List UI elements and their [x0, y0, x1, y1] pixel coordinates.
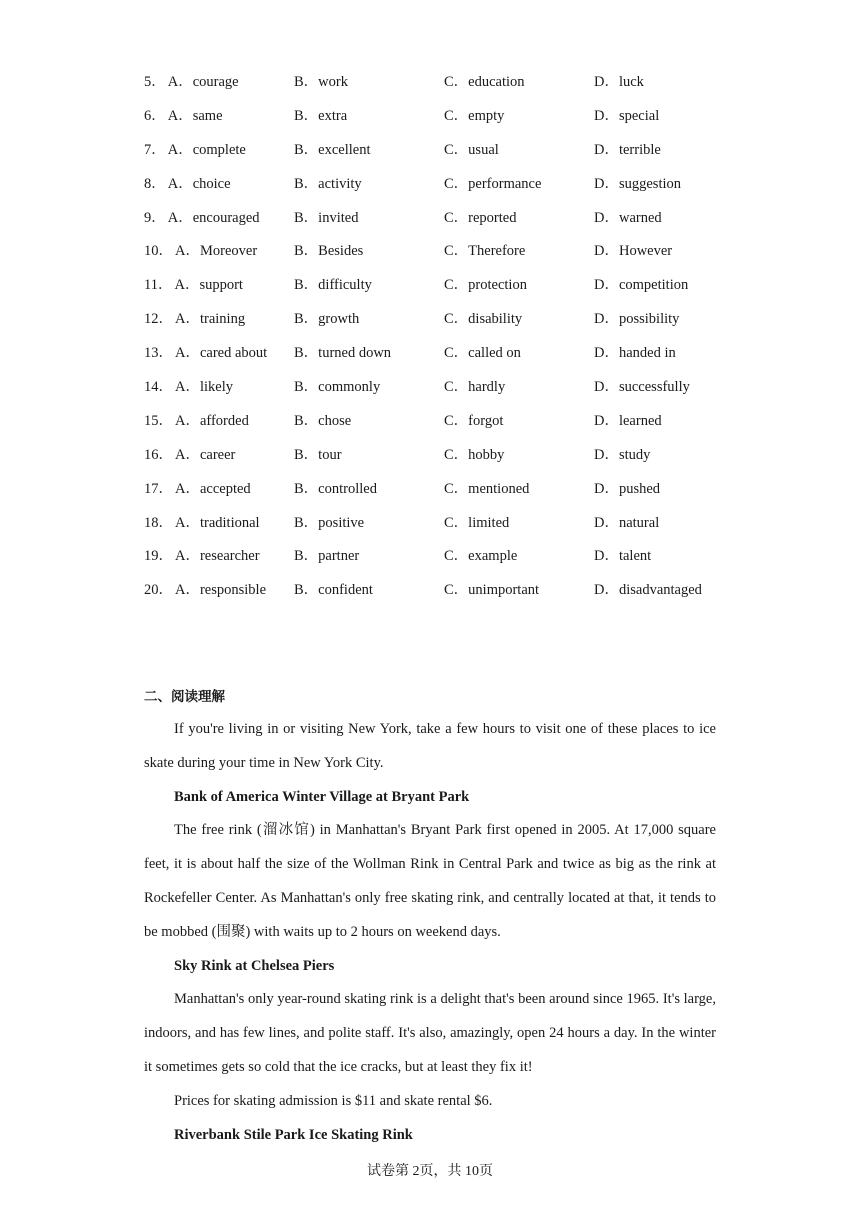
option-b: B．controlled: [294, 480, 377, 497]
option-d: D．warned: [594, 209, 662, 226]
passage-heading: Riverbank Stile Park Ice Skating Rink: [174, 1126, 413, 1143]
option-b: B．commonly: [294, 379, 381, 396]
question-number: 14．: [144, 379, 173, 396]
option-c: C．forgot: [444, 412, 504, 429]
question-row: [144, 342, 784, 376]
question-number: 5．: [144, 74, 166, 90]
question-number: 15．: [144, 412, 173, 429]
option-d: D．learned: [594, 412, 662, 429]
question-number: 11．: [144, 277, 173, 294]
question-row: [144, 579, 784, 613]
option-c: C．limited: [444, 514, 510, 531]
question-row: [144, 71, 784, 105]
question-row: [144, 105, 784, 139]
option-b: B．confident: [294, 582, 373, 599]
option-c: C．hardly: [444, 379, 506, 396]
option-a: A．likely: [175, 379, 233, 396]
option-c: C．unimportant: [444, 582, 540, 599]
option-d: D．terrible: [594, 141, 661, 158]
option-a: A．cared about: [175, 345, 268, 362]
option-c: C．hobby: [444, 446, 505, 463]
question-row: [144, 376, 784, 410]
option-d: D．pushed: [594, 480, 661, 497]
answer-options-list: [144, 71, 784, 613]
option-d: D．competition: [594, 277, 689, 294]
question-row: [144, 444, 784, 478]
question-number: 16．: [144, 446, 173, 463]
passage-heading: Bank of America Winter Village at Bryant Park: [174, 788, 470, 805]
option-a: A．researcher: [175, 548, 260, 565]
option-a: A．career: [175, 446, 236, 463]
option-a: A．encouraged: [167, 209, 260, 226]
option-c: C．example: [444, 548, 518, 565]
question-row: [144, 207, 784, 241]
option-a: A．courage: [167, 74, 239, 90]
question-number: 7．: [144, 141, 166, 158]
option-a: A．choice: [167, 175, 231, 192]
option-a: A．responsible: [175, 582, 267, 599]
question-number: 13．: [144, 345, 173, 362]
question-row: [144, 173, 784, 207]
option-c: C．protection: [444, 277, 527, 294]
option-a: A．complete: [167, 141, 246, 158]
option-d: D．talent: [594, 548, 652, 565]
option-d: D．possibility: [594, 311, 680, 328]
passage-paragraph: If you're living in or visiting New York, take a few hours to visit one of these places to ice skate during your time in New York City.: [144, 721, 716, 771]
passage-paragraph: Manhattan's only year-round skating rink is a delight that's been around since 1965. It's large, indoors, and has few lines, and polite staff. It's also, amazingly, open 24 hours a day. In the winter it sometimes gets so cold that the ice cracks, but at least they fix it!: [144, 991, 716, 1075]
question-number: 10．: [144, 243, 173, 260]
option-b: B．chose: [294, 412, 352, 429]
page-footer: 试卷第 2页，共 10页: [367, 1164, 493, 1179]
option-a: A．afforded: [175, 412, 249, 429]
question-number: 20．: [144, 582, 173, 599]
question-number: 12．: [144, 311, 173, 328]
option-d: D．study: [594, 446, 651, 463]
option-d: D．However: [594, 243, 673, 260]
question-row: [144, 512, 784, 546]
option-c: C．performance: [444, 175, 542, 192]
question-row: [144, 545, 784, 579]
option-c: C．mentioned: [444, 480, 530, 497]
question-row: [144, 308, 784, 342]
option-d: D．luck: [594, 74, 644, 90]
question-row: [144, 240, 784, 274]
question-number: 17．: [144, 480, 173, 497]
reading-passage: [144, 713, 716, 1152]
option-a: A．accepted: [175, 480, 251, 497]
option-d: D．successfully: [594, 379, 690, 396]
passage-heading: Sky Rink at Chelsea Piers: [174, 957, 335, 974]
option-c: C．disability: [444, 311, 523, 328]
question-number: 6．: [144, 107, 166, 124]
option-b: B．tour: [294, 446, 342, 463]
option-b: B．excellent: [294, 141, 371, 158]
question-number: 19．: [144, 548, 173, 565]
option-a: A．support: [174, 277, 243, 294]
section-title: 二、阅读理解: [144, 689, 225, 705]
passage-paragraph: Prices for skating admission is $11 and skate rental $6.: [174, 1092, 493, 1109]
option-a: A．traditional: [175, 514, 260, 531]
question-number: 18．: [144, 514, 173, 531]
option-b: B．difficulty: [294, 277, 372, 294]
option-b: B．partner: [294, 548, 360, 565]
option-c: C．reported: [444, 209, 517, 226]
question-row: [144, 478, 784, 512]
option-c: C．empty: [444, 107, 505, 124]
option-b: B．Besides: [294, 243, 364, 260]
option-a: A．same: [167, 107, 223, 124]
passage-paragraph: The free rink (溜冰馆) in Manhattan's Bryant Park first opened in 2005. At 17,000 square feet, it is about half the size of the Wollman Rink in Central Park and twice as big as the rink at Rockefeller Center. As Manhattan's only free skating rink, and centrally located at that, it tends to be mobbed (围聚) with waits up to 2 hours on weekend days.: [144, 822, 716, 940]
option-d: D．special: [594, 107, 660, 124]
option-c: C．Therefore: [444, 243, 526, 260]
option-b: B．extra: [294, 107, 348, 124]
question-row: [144, 139, 784, 173]
question-number: 8．: [144, 175, 166, 192]
question-row: [144, 274, 784, 308]
option-b: B．work: [294, 74, 348, 90]
option-b: B．turned down: [294, 345, 392, 362]
option-d: D．handed in: [594, 345, 676, 362]
option-c: C．called on: [444, 345, 521, 362]
option-b: B．growth: [294, 311, 360, 328]
option-d: D．natural: [594, 514, 660, 531]
option-c: C．education: [444, 74, 525, 90]
option-a: A．Moreover: [175, 243, 258, 260]
question-row: [144, 410, 784, 444]
option-a: A．training: [175, 311, 246, 328]
option-b: B．positive: [294, 514, 365, 531]
option-b: B．invited: [294, 209, 359, 226]
option-b: B．activity: [294, 175, 362, 192]
option-c: C．usual: [444, 141, 499, 158]
question-number: 9．: [144, 209, 166, 226]
option-d: D．disadvantaged: [594, 582, 702, 599]
option-d: D．suggestion: [594, 175, 681, 192]
